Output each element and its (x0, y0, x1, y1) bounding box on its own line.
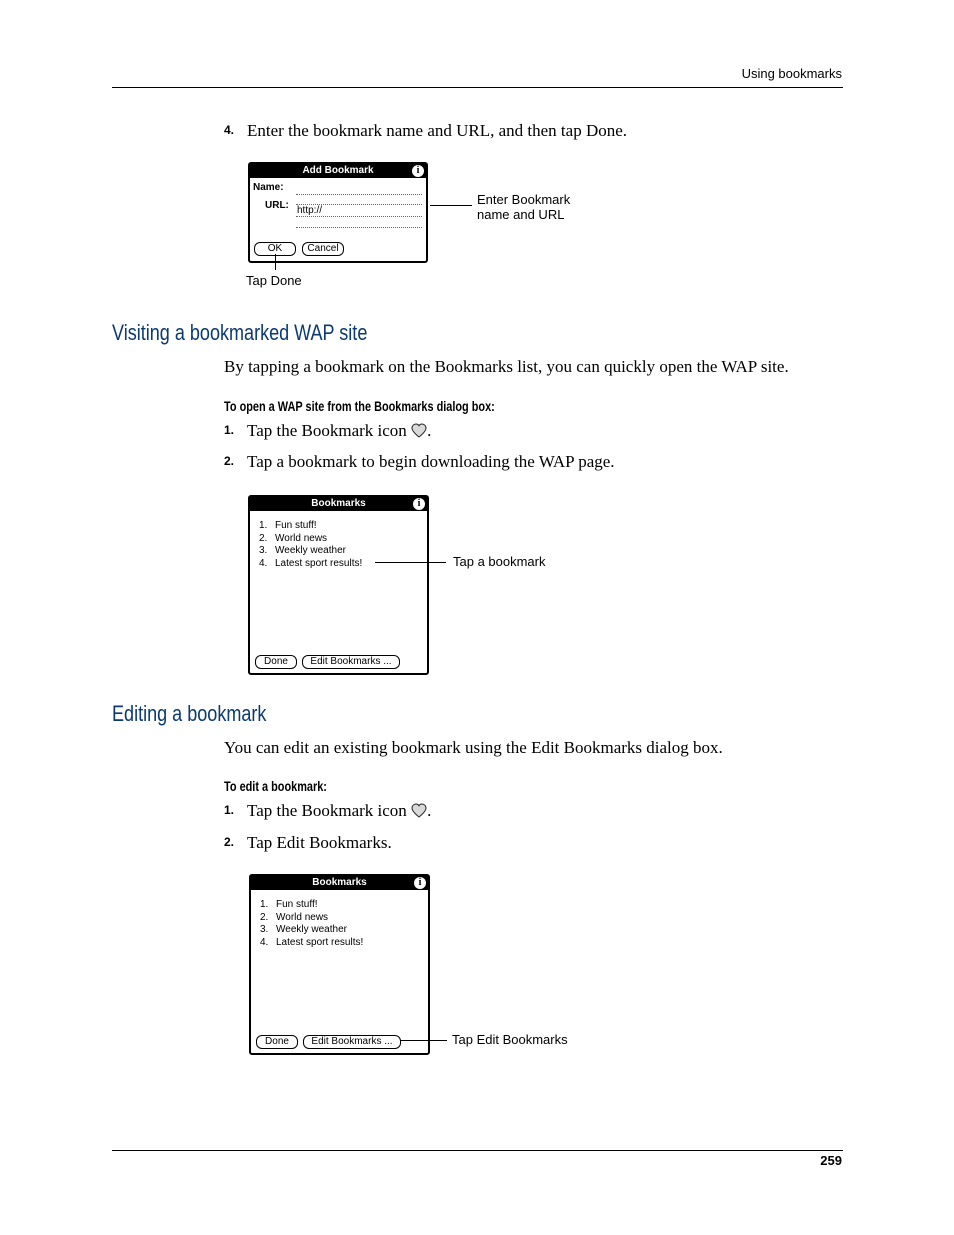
item-number: 3. (259, 545, 268, 556)
cancel-button[interactable]: Cancel (302, 242, 344, 256)
item-number: 4. (260, 936, 269, 948)
item-label: Latest sport results! (275, 557, 363, 569)
item-number: 1. (260, 899, 269, 910)
callout-enter-line-1: Enter Bookmark (477, 192, 571, 207)
step-number: 2. (224, 835, 235, 849)
edit-bookmarks-button[interactable]: Edit Bookmarks ... (303, 1035, 401, 1049)
item-label: World news (275, 532, 328, 544)
item-number: 1. (259, 520, 268, 531)
url-field-line-2[interactable] (296, 227, 422, 228)
info-icon[interactable]: i (414, 877, 426, 889)
bookmarks-dialog-1 (248, 495, 429, 675)
item-label: Latest sport results! (276, 936, 364, 948)
dialog-title (251, 876, 428, 890)
callout-line-done (275, 254, 276, 270)
dialog-title (250, 497, 427, 511)
list-item[interactable] (260, 899, 363, 912)
bookmark-heart-icon (411, 803, 427, 818)
item-number: 2. (260, 911, 269, 923)
callout-tap-edit-bookmarks: Tap Edit Bookmarks (452, 1032, 568, 1047)
dialog-title-text: Bookmarks (311, 498, 366, 509)
list-item[interactable] (260, 937, 363, 950)
bookmark-heart-icon (411, 423, 427, 438)
s2-step-2-number (224, 833, 234, 851)
dialog-title (250, 164, 426, 178)
info-icon[interactable]: i (412, 165, 424, 177)
procedure-heading-open: To open a WAP site from the Bookmarks dialog box: (224, 398, 495, 414)
item-number: 4. (259, 557, 268, 569)
name-label: Name: (253, 182, 284, 193)
dialog-title-text: Bookmarks (312, 877, 367, 888)
s1-step-1-text (247, 421, 431, 441)
section-heading-editing: Editing a bookmark (112, 701, 267, 726)
bookmark-list (259, 520, 362, 570)
url-field[interactable]: http:// (297, 205, 323, 216)
s2-step-1-text (247, 801, 431, 821)
step-number: 2. (224, 454, 235, 468)
callout-tap-bookmark: Tap a bookmark (453, 554, 546, 569)
step-number: 1. (224, 423, 235, 437)
item-number: 3. (260, 924, 269, 935)
bookmark-list (260, 899, 363, 949)
step-text: Tap the Bookmark icon (247, 801, 407, 820)
footer-rule (112, 1150, 843, 1151)
name-field-line-1[interactable] (296, 194, 422, 195)
dialog-title-text: Add Bookmark (302, 165, 374, 176)
done-button[interactable]: Done (256, 1035, 298, 1049)
section-heading-visiting: Visiting a bookmarked WAP site (112, 320, 368, 345)
item-number: 2. (259, 532, 268, 544)
edit-bookmarks-button[interactable]: Edit Bookmarks ... (302, 655, 400, 669)
bookmarks-dialog-2 (249, 874, 430, 1055)
item-label: World news (276, 911, 329, 923)
callout-enter-line-2: name and URL (477, 207, 565, 222)
callout-enter-bookmark (477, 192, 570, 222)
add-bookmark-dialog (248, 162, 428, 263)
procedure-heading-edit: To edit a bookmark: (224, 778, 327, 794)
item-label: Weekly weather (275, 545, 346, 556)
step-end: . (427, 421, 432, 440)
step-end: . (427, 801, 432, 820)
ok-button[interactable]: OK (254, 242, 296, 256)
list-item[interactable] (260, 912, 363, 925)
callout-line-bookmark (375, 562, 446, 563)
list-item[interactable] (259, 533, 362, 546)
step-number: 4. (224, 123, 235, 137)
header-rule (112, 87, 843, 88)
step-text: Tap the Bookmark icon (247, 421, 407, 440)
callout-tap-done: Tap Done (246, 273, 302, 288)
list-item[interactable] (259, 520, 362, 533)
done-button[interactable]: Done (255, 655, 297, 669)
page-number: 259 (820, 1153, 842, 1168)
s1-step-2-text: Tap a bookmark to begin downloading the WAP page. (247, 452, 615, 471)
callout-line-edit (400, 1040, 447, 1041)
step-number: 1. (224, 803, 235, 817)
step-4-text: Enter the bookmark name and URL, and then tap Done. (247, 121, 628, 140)
item-label: Fun stuff! (275, 520, 317, 531)
list-item[interactable] (260, 924, 363, 937)
s1-step-2-number (224, 452, 234, 470)
s1-step-1-number (224, 421, 234, 439)
s2-step-1-number (224, 801, 234, 819)
item-label: Fun stuff! (276, 899, 318, 910)
list-item[interactable] (259, 545, 362, 558)
url-field-line-1[interactable] (296, 216, 422, 217)
section-2-intro: You can edit an existing bookmark using the Edit Bookmarks dialog box. (224, 738, 723, 757)
url-label: URL: (265, 200, 289, 211)
s2-step-2-text: Tap Edit Bookmarks. (247, 833, 392, 852)
item-label: Weekly weather (276, 924, 347, 935)
section-1-intro: By tapping a bookmark on the Bookmarks list, you can quickly open the WAP site. (224, 357, 789, 376)
callout-line-enter (430, 205, 472, 206)
list-item[interactable] (259, 558, 362, 571)
running-head: Using bookmarks (741, 66, 842, 81)
info-icon[interactable]: i (413, 498, 425, 510)
step-4 (224, 121, 234, 139)
